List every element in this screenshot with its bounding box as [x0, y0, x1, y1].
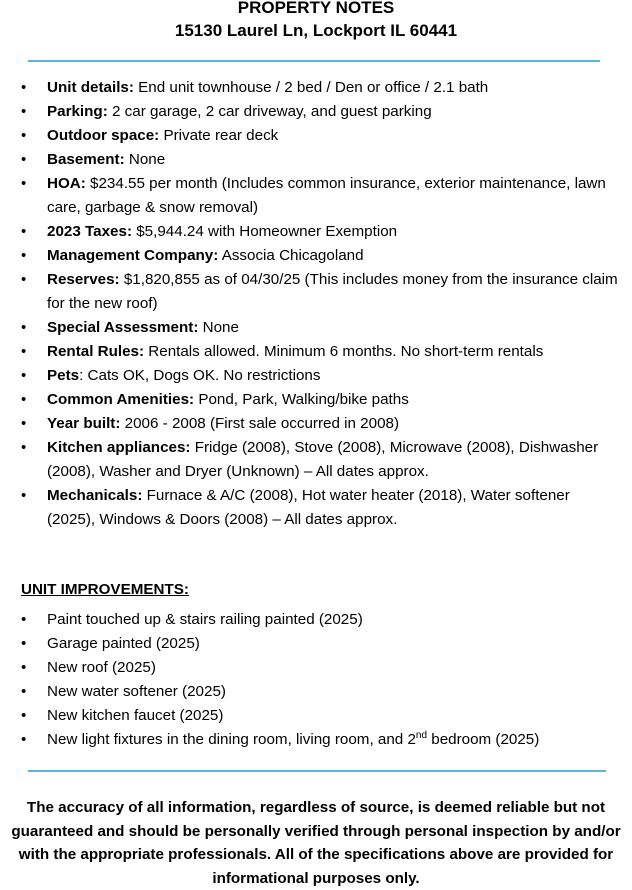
detail-value: : Cats OK, Dogs OK. No restrictions [79, 367, 321, 384]
detail-value: 2 car garage, 2 car driveway, and guest parking [107, 103, 432, 120]
detail-label: Rental Rules: [47, 343, 145, 360]
improvement-text: New light fixtures in the dining room, living room, and 2 [47, 731, 416, 748]
detail-value: $234.55 per month (Includes common insurance, exterior maintenance, lawn care, garbage & snow removal) [47, 175, 606, 216]
detail-rental-rules [0, 340, 632, 364]
detail-label: Unit details: [47, 79, 134, 96]
detail-label: Pets [47, 367, 80, 384]
detail-value: Private rear deck [159, 127, 279, 144]
improvement-text: bedroom (2025) [427, 731, 540, 748]
detail-value: 2006 - 2008 (First sale occurred in 2008) [120, 415, 400, 432]
improvement-item [0, 728, 632, 752]
detail-year-built [0, 412, 632, 436]
detail-management-company [0, 244, 632, 268]
detail-label: 2023 Taxes: [47, 223, 132, 240]
page-title: PROPERTY NOTES [237, 0, 395, 17]
improvement-item: • Paint touched up & stairs railing painted (2025) [0, 608, 632, 632]
detail-value: End unit townhouse / 2 bed / Den or office / 2.1 bath [133, 79, 489, 96]
improvement-item: • New water softener (2025) [0, 680, 632, 704]
detail-reserves [0, 268, 632, 316]
footer-divider [28, 770, 606, 772]
detail-value: Furnace & A/C (2008), Hot water heater (2018), Water softener (2025), Windows & Doors (2008) – All dates approx. [47, 487, 570, 528]
detail-label: Parking: [47, 103, 108, 120]
detail-kitchen-appliances [0, 436, 632, 484]
detail-mechanicals [0, 484, 632, 532]
detail-label: Reserves: [47, 271, 120, 288]
detail-value: None [198, 319, 239, 336]
improvement-item: • New roof (2025) [0, 656, 632, 680]
detail-parking [0, 100, 632, 124]
detail-pets [0, 364, 632, 388]
detail-hoa [0, 172, 632, 220]
header-divider [28, 60, 600, 62]
detail-label: Outdoor space: [47, 127, 160, 144]
detail-common-amenities [0, 388, 632, 412]
detail-unit-details [0, 76, 632, 100]
detail-taxes [0, 220, 632, 244]
improvement-item: • New kitchen faucet (2025) [0, 704, 632, 728]
detail-label: Year built: [47, 415, 121, 432]
detail-label: Basement: [47, 151, 125, 168]
detail-basement [0, 148, 632, 172]
detail-value: Pond, Park, Walking/bike paths [194, 391, 409, 408]
property-details-list [0, 76, 632, 532]
disclaimer: The accuracy of all information, regardless of source, is deemed reliable but not guaranteed and should be personally verified through personal inspection by and/or with the appropriate professionals. All of the specifications above are provided for informational purposes only. [11, 799, 621, 887]
detail-value: None [124, 151, 166, 168]
property-address: 15130 Laurel Ln, Lockport IL 60441 [174, 21, 458, 40]
detail-label: Kitchen appliances: [47, 439, 191, 456]
detail-label: HOA: [47, 175, 86, 192]
detail-label: Mechanicals: [47, 487, 143, 504]
ordinal-suffix: nd [415, 729, 428, 741]
detail-special-assessment [0, 316, 632, 340]
improvements-heading: UNIT IMPROVEMENTS: [21, 581, 189, 598]
detail-value: Associa Chicagoland [218, 247, 364, 264]
detail-label: Management Company: [47, 247, 219, 264]
detail-label: Common Amenities: [47, 391, 195, 408]
detail-value: $5,944.24 with Homeowner Exemption [132, 223, 398, 240]
improvement-item: • Garage painted (2025) [0, 632, 632, 656]
detail-value: Fridge (2008), Stove (2008), Microwave (2008), Dishwasher (2008), Washer and Dryer (Unknown) – All dates approx. [47, 439, 599, 480]
detail-value: Rentals allowed. Minimum 6 months. No short-term rentals [144, 343, 544, 360]
improvements-list [0, 608, 632, 752]
detail-value: $1,820,855 as of 04/30/25 (This includes money from the insurance claim for the new roof) [47, 271, 618, 312]
detail-outdoor-space [0, 124, 632, 148]
detail-label: Special Assessment: [47, 319, 199, 336]
